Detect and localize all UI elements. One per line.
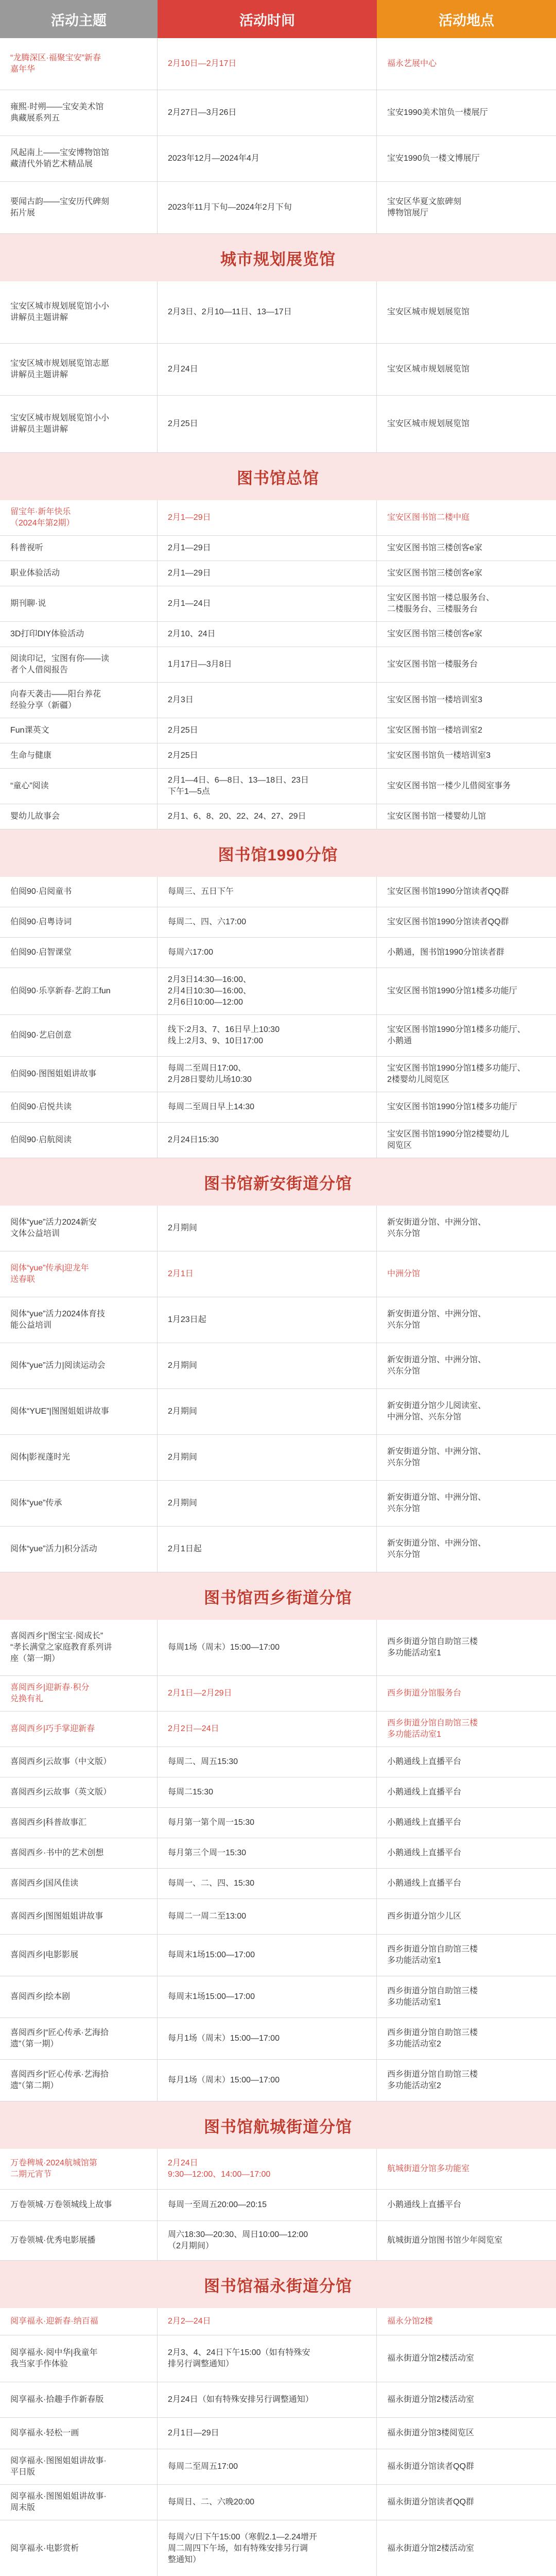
event-time: 2月10、24日: [158, 622, 377, 647]
table-row: [0, 536, 556, 561]
event-time: 2月24日（如有特殊安排另行调整通知）: [158, 2382, 377, 2417]
table-row: [0, 1777, 556, 1808]
event-topic: 万卷领城·万卷领城线上故事: [0, 2190, 158, 2221]
section-title: 图书馆总馆: [0, 453, 556, 500]
event-topic: 阅享福永·阅中华|我童年 我当家手作体验: [0, 2335, 158, 2382]
event-topic: 阅享福永·图图姐姐讲故事· 周末版: [0, 2485, 158, 2520]
event-time: 2月期间: [158, 1435, 377, 1480]
event-location: 福永街道分馆读者QQ群: [387, 2498, 474, 2506]
event-topic: “龙腾深区·福聚宝安”新春 嘉年华: [0, 38, 158, 90]
event-time: 2月2日—24日: [158, 1711, 377, 1747]
event-time: 每周二至周日17:00、 2月28日婴幼儿场10:30: [158, 1057, 377, 1092]
table-body: [0, 38, 556, 2576]
event-time: 1月17日—3月8日: [158, 647, 377, 682]
event-topic: 喜阅西乡|云故事（中文版）: [0, 1747, 158, 1777]
event-time: 2月1日—2月29日: [158, 1676, 377, 1711]
event-topic: 伯阅90·启粤诗词: [0, 907, 158, 937]
table-row: [0, 500, 556, 536]
table-row: [0, 622, 556, 647]
event-time: 2月期间: [158, 1343, 377, 1388]
table-row: [0, 2418, 556, 2449]
event-location: 西乡街道分馆自助馆三楼 多功能活动室1: [387, 1945, 478, 1965]
table-row: [0, 2485, 556, 2520]
event-time: 2月3日、2月10—11日、13—17日: [158, 281, 377, 343]
event-location: 西乡街道分馆服务台: [387, 1689, 462, 1698]
event-time: 2月10日—2月17日: [158, 38, 377, 90]
event-time: 2023年12月—2024年4月: [158, 136, 377, 181]
event-location: 新安街道分馆少儿阅读室、 中洲分馆、兴东分馆: [387, 1401, 486, 1421]
event-topic: 3D打印DIY体验活动: [0, 622, 158, 647]
event-topic: 阅享福永·图图姐姐讲故事· 平日版: [0, 2449, 158, 2484]
event-location: 宝安区图书馆一楼服务台: [387, 660, 478, 669]
table-row: [0, 1935, 556, 1976]
event-topic: 伯阅90·乐享新春·艺韵工fun: [0, 968, 158, 1014]
table-row: [0, 1620, 556, 1676]
event-time: 每周一至周五20:00—20:15: [158, 2190, 377, 2221]
event-topic: 喜阅西乡|“匠心传承·艺海拾 遗”（第二期）: [0, 2060, 158, 2101]
table-row: [0, 2520, 556, 2576]
table-row: [0, 968, 556, 1015]
event-location: 西乡街道分馆自助馆三楼 多功能活动室1: [387, 1637, 478, 1657]
event-time: 2月25日: [158, 743, 377, 768]
event-topic: 宝安区城市规划展览馆小小 讲解员主题讲解: [0, 281, 158, 343]
event-location: 西乡街道分馆少儿区: [387, 1912, 462, 1921]
event-topic: 雍熙·时朔——宝安美术馆 典藏展系列五: [0, 90, 158, 135]
event-location: 宝安区图书馆三楼创客e家: [387, 569, 482, 578]
event-location: 宝安1990负一楼文博展厅: [387, 154, 480, 163]
event-time: 2月1日—29日: [158, 2418, 377, 2449]
event-time: 1月23日起: [158, 1297, 377, 1343]
event-location: 小鹅通线上直播平台: [387, 1788, 462, 1797]
table-row: [0, 1838, 556, 1869]
event-location: 西乡街道分馆自助馆三楼 多功能活动室1: [387, 1987, 478, 2007]
event-time: 线下:2月3、7、16日早上10:30 线上:2月3、9、10日17:00: [158, 1015, 377, 1056]
event-location: 宝安区图书馆1990分馆1楼多功能厅、 小鹅通: [387, 1025, 526, 1045]
event-topic: “童心”阅读: [0, 769, 158, 804]
table-row: [0, 1808, 556, 1838]
event-topic: 阅读印记，宝图有你——读 者个人借阅报告: [0, 647, 158, 682]
event-topic: 喜阅西乡|电影影展: [0, 1935, 158, 1976]
event-topic: 伯阅90·艺启创意: [0, 1015, 158, 1056]
event-time: 每月1场（周末）15:00—17:00: [158, 2060, 377, 2101]
event-time: 2023年11月下旬—2024年2月下旬: [158, 182, 377, 233]
event-topic: 万卷稗城·2024航城馆第 二期元宵节: [0, 2149, 158, 2189]
table-row: [0, 718, 556, 743]
event-time: 2月24日: [158, 344, 377, 395]
table-row: [0, 1711, 556, 1747]
table-row: [0, 1435, 556, 1481]
event-time: 2月1、6、8、20、22、24、27、29日: [158, 804, 377, 829]
event-topic: 喜阅西乡|绘本剧: [0, 1976, 158, 2018]
table-row: [0, 2190, 556, 2221]
event-topic: 阅体“yue”活力|阅读运动会: [0, 1343, 158, 1388]
event-location: 小鹅通线上直播平台: [387, 1849, 462, 1857]
table-row: [0, 38, 556, 90]
event-location: 福永街道分馆2楼活动室: [387, 2544, 474, 2553]
event-topic: 阅体|影视蓬时光: [0, 1435, 158, 1480]
event-location: 宝安区图书馆三楼创客e家: [387, 630, 482, 638]
event-time: 每周日、二、六晚20:00: [158, 2485, 377, 2520]
event-time: 2月期间: [158, 1206, 377, 1251]
header-topic: 活动主题: [0, 0, 158, 38]
event-location: 宝安区图书馆1990分馆读者QQ群: [387, 887, 509, 896]
event-time: 每周六/日下午15:00（寒假2.1—2.24增开 周二周四下午场，如有特殊安排另行调 整通知）: [158, 2520, 377, 2576]
event-topic: 阅享福永·迎新春·纳百福: [0, 2308, 158, 2335]
event-location: 新安街道分馆、中洲分馆、 兴东分馆: [387, 1539, 486, 1559]
event-location: 福永分馆2楼: [387, 2317, 433, 2326]
table-row: [0, 2060, 556, 2102]
event-time: 每周二一周二至13:00: [158, 1899, 377, 1934]
event-time: 每周三、五日下午: [158, 877, 377, 907]
event-time: 2月24日 9:30—12:00、14:00—17:00: [158, 2149, 377, 2189]
event-time: 2月2—24日: [158, 2308, 377, 2335]
section-title: 图书馆西乡街道分馆: [0, 1572, 556, 1620]
table-header: [0, 0, 556, 38]
event-location: 福永街道分馆2楼活动室: [387, 2354, 474, 2363]
event-location: 宝安区图书馆一楼培训室3: [387, 696, 482, 704]
event-topic: 向春天袭击——阳台养花 经验分享（新疆）: [0, 683, 158, 718]
event-location: 宝安区城市规划展览馆: [387, 308, 470, 316]
table-row: [0, 396, 556, 453]
event-topic: 喜阅西乡|科普故事汇: [0, 1808, 158, 1838]
event-topic: 阅体“yue”传承: [0, 1481, 158, 1526]
table-row: [0, 743, 556, 769]
event-topic: 职业体验活动: [0, 561, 158, 586]
event-topic: 阅体“yue”活力2024体育技 能公益培训: [0, 1297, 158, 1343]
table-row: [0, 90, 556, 136]
table-row: [0, 2382, 556, 2418]
table-row: [0, 344, 556, 396]
event-location: 宝安区图书馆三楼创客e家: [387, 544, 482, 552]
event-topic: 宝安区城市规划展览馆小小 讲解员主题讲解: [0, 396, 158, 452]
event-time: 每周二、周五15:30: [158, 1747, 377, 1777]
table-row: [0, 1251, 556, 1297]
event-topic: 期刊聊·说: [0, 586, 158, 621]
event-topic: 宝安区城市规划展览馆志愿 讲解员主题讲解: [0, 344, 158, 395]
table-row: [0, 2221, 556, 2261]
event-time: 每月1场（周末）15:00—17:00: [158, 2018, 377, 2059]
table-row: [0, 1676, 556, 1711]
table-row: [0, 1747, 556, 1777]
event-location: 宝安区图书馆负一楼培训室3: [387, 751, 491, 760]
table-row: [0, 938, 556, 968]
event-location: 宝安区城市规划展览馆: [387, 365, 470, 374]
table-row: [0, 1481, 556, 1527]
table-row: [0, 683, 556, 718]
table-row: [0, 1389, 556, 1435]
table-row: [0, 1206, 556, 1251]
event-time: 每月第三个周一15:30: [158, 1838, 377, 1868]
event-location: 新安街道分馆、中洲分馆、 兴东分馆: [387, 1493, 486, 1513]
event-location: 宝安区图书馆一楼总服务台、 二楼服务台、三楼服务台: [387, 594, 495, 614]
table-row: [0, 281, 556, 344]
event-location: 福永艺展中心: [387, 59, 437, 68]
event-location: 小鹅通线上直播平台: [387, 1818, 462, 1827]
table-row: [0, 1057, 556, 1092]
event-topic: 伯阅90·启航阅读: [0, 1123, 158, 1158]
table-row: [0, 2018, 556, 2060]
section-title: 图书馆福永街道分馆: [0, 2261, 556, 2308]
event-location: 新安街道分馆、中洲分馆、 兴东分馆: [387, 1355, 486, 1376]
event-location: 宝安区图书馆一楼婴幼儿馆: [387, 812, 486, 821]
event-time: 每月第一第个周一15:30: [158, 1808, 377, 1838]
event-location: 宝安区图书馆1990分馆2楼婴幼儿 阅览区: [387, 1130, 509, 1150]
event-time: 2月1日起: [158, 1527, 377, 1572]
event-time: 2月25日: [158, 396, 377, 452]
event-topic: 喜阅西乡|“匠心传承·艺海拾 遗”（第一期）: [0, 2018, 158, 2059]
event-topic: 伯阅90·启阅童书: [0, 877, 158, 907]
event-time: 2月1日: [158, 1251, 377, 1297]
table-row: [0, 1976, 556, 2018]
table-row: [0, 2308, 556, 2335]
table-row: [0, 804, 556, 829]
event-location: 宝安区图书馆二楼中庭: [387, 513, 470, 522]
event-time: 2月27日—3月26日: [158, 90, 377, 135]
event-topic: 喜阅西乡|国风佳读: [0, 1869, 158, 1899]
event-time: 每周末1场15:00—17:00: [158, 1976, 377, 2018]
event-location: 新安街道分馆、中洲分馆、 兴东分馆: [387, 1218, 486, 1238]
table-row: [0, 1527, 556, 1572]
event-time: 2月1—29日: [158, 561, 377, 586]
table-row: [0, 2149, 556, 2190]
event-location: 宝安区图书馆1990分馆1楼多功能厅: [387, 1103, 517, 1111]
event-topic: 婴幼儿故事会: [0, 804, 158, 829]
event-time: 每周一、二、四、15:30: [158, 1869, 377, 1899]
event-location: 福永街道分馆2楼活动室: [387, 2395, 474, 2404]
event-location: 小鹅通线上直播平台: [387, 1879, 462, 1888]
event-time: 2月期间: [158, 1389, 377, 1434]
event-location: 新安街道分馆、中洲分馆、 兴东分馆: [387, 1447, 486, 1467]
event-location: 宝安区图书馆一楼培训室2: [387, 726, 482, 735]
event-time: 2月1—24日: [158, 586, 377, 621]
event-topic: 喜阅西乡|巧手掌迎新春: [0, 1711, 158, 1747]
event-time: 周六18:30—20:30、周日10:00—12:00 （2月期间）: [158, 2221, 377, 2260]
table-row: [0, 2335, 556, 2382]
event-time: 2月3、4、24日下午15:00（如有特殊安 排另行调整通知）: [158, 2335, 377, 2382]
event-location: 西乡街道分馆自助馆三楼 多功能活动室2: [387, 2070, 478, 2090]
event-time: 每周二、四、六17:00: [158, 907, 377, 937]
table-row: [0, 647, 556, 683]
table-row: [0, 907, 556, 938]
event-location: 西乡街道分馆自助馆三楼 多功能活动室1: [387, 1719, 478, 1739]
table-row: [0, 1123, 556, 1158]
event-location: 航城街道分馆图书馆少年阅览室: [387, 2236, 503, 2245]
event-topic: 喜阅西乡|迎新春·积分 兑换有礼: [0, 1676, 158, 1711]
event-location: 新安街道分馆、中洲分馆、 兴东分馆: [387, 1310, 486, 1330]
event-location: 中洲分馆: [387, 1269, 421, 1278]
header-location: 活动地点: [377, 0, 556, 38]
event-topic: 科普视听: [0, 536, 158, 561]
event-location: 宝安区城市规划展览馆: [387, 419, 470, 428]
event-topic: 阅享福永·电影赏析: [0, 2520, 158, 2576]
event-location: 宝安区华夏文旅碑刻 博物馆展厅: [387, 197, 462, 217]
event-location: 福永街道分馆3楼阅览区: [387, 2429, 474, 2437]
event-topic: 伯阅90·启悦共读: [0, 1092, 158, 1122]
event-topic: 喜阅西乡|云故事（英文版）: [0, 1777, 158, 1807]
event-location: 航城街道分馆多功能室: [387, 2164, 470, 2173]
event-time: 每周六17:00: [158, 938, 377, 968]
event-time: 2月期间: [158, 1481, 377, 1526]
event-time: 2月1—4日、6—8日、13—18日、23日 下午1—5点: [158, 769, 377, 804]
section-title: 图书馆1990分馆: [0, 829, 556, 877]
event-topic: 要闻古韵——宝安历代碑刻 拓片展: [0, 182, 158, 233]
table-row: [0, 136, 556, 182]
section-title: 图书馆新安街道分馆: [0, 1158, 556, 1206]
event-topic: 喜阅西乡·书中的艺术创想: [0, 1838, 158, 1868]
section-title: 城市规划展览馆: [0, 234, 556, 281]
event-topic: 阅体“YUE”|图图姐姐讲故事: [0, 1389, 158, 1434]
table-row: [0, 586, 556, 622]
event-location: 西乡街道分馆自助馆三楼 多功能活动室2: [387, 2028, 478, 2048]
table-row: [0, 877, 556, 907]
event-location: 小鹅通，图书馆1990分馆读者群: [387, 948, 505, 957]
event-location: 宝安区图书馆1990分馆读者QQ群: [387, 918, 509, 926]
table-row: [0, 1343, 556, 1389]
event-topic: 生命与健康: [0, 743, 158, 768]
event-topic: 阅体“yue”活力|积分活动: [0, 1527, 158, 1572]
event-topic: 阅享福永·轻松一画: [0, 2418, 158, 2449]
table-row: [0, 561, 556, 586]
table-row: [0, 1092, 556, 1123]
event-time: 每周二至周五17:00: [158, 2449, 377, 2484]
event-time: 2月25日: [158, 718, 377, 743]
event-time: 每周二至周日早上14:30: [158, 1092, 377, 1122]
event-topic: 喜阅西乡|图图姐姐讲故事: [0, 1899, 158, 1934]
event-location: 宝安区图书馆一楼少儿借阅室事务: [387, 782, 511, 790]
event-topic: 阅体“yue”活力2024新安 文体公益培训: [0, 1206, 158, 1251]
event-time: 每周末1场15:00—17:00: [158, 1935, 377, 1976]
table-row: [0, 769, 556, 804]
event-topic: 喜阅西乡|“图宝宝·阅成长” “孝长满堂之家庭教育系列讲 座（第一期）: [0, 1620, 158, 1675]
event-location: 宝安区图书馆1990分馆1楼多功能厅: [387, 987, 517, 995]
event-topic: 万卷领城·优秀电影展播: [0, 2221, 158, 2260]
event-time: 2月24日15:30: [158, 1123, 377, 1158]
table-row: [0, 1297, 556, 1343]
header-time: 活动时间: [158, 0, 377, 38]
section-title: 图书馆航城街道分馆: [0, 2102, 556, 2149]
event-topic: 阅体“yue”传承|迎龙年 送春联: [0, 1251, 158, 1297]
table-row: [0, 2449, 556, 2485]
event-topic: 伯阅90·启智课堂: [0, 938, 158, 968]
event-topic: 风起南上——宝安博物馆馆 藏清代外销艺术精品展: [0, 136, 158, 181]
table-row: [0, 182, 556, 234]
event-topic: 伯阅90·图图姐姐讲故事: [0, 1057, 158, 1092]
event-location: 小鹅通线上直播平台: [387, 2200, 462, 2209]
event-location: 小鹅通线上直播平台: [387, 1757, 462, 1766]
event-time: 2月3日: [158, 683, 377, 718]
event-time: 2月3日14:30—16:00、 2月4日10:30—16:00、 2月6日10:00—12:00: [158, 968, 377, 1014]
event-location: 宝安区图书馆1990分馆1楼多功能厅、 2楼婴幼儿阅览区: [387, 1064, 526, 1084]
event-time: 每周二15:30: [158, 1777, 377, 1807]
event-topic: 留宝年·新年快乐 （2024年第2期）: [0, 500, 158, 535]
table-row: [0, 1015, 556, 1057]
table-row: [0, 1899, 556, 1935]
event-time: 2月1—29日: [158, 500, 377, 535]
event-topic: Fun课英文: [0, 718, 158, 743]
event-topic: 阅享福永·拾趣手作新春版: [0, 2382, 158, 2417]
event-location: 福永街道分馆读者QQ群: [387, 2462, 474, 2471]
event-time: 2月1—29日: [158, 536, 377, 561]
event-time: 每周1场（周末）15:00—17:00: [158, 1620, 377, 1675]
table-row: [0, 1869, 556, 1899]
event-location: 宝安1990美术馆负一楼展厅: [387, 108, 488, 117]
